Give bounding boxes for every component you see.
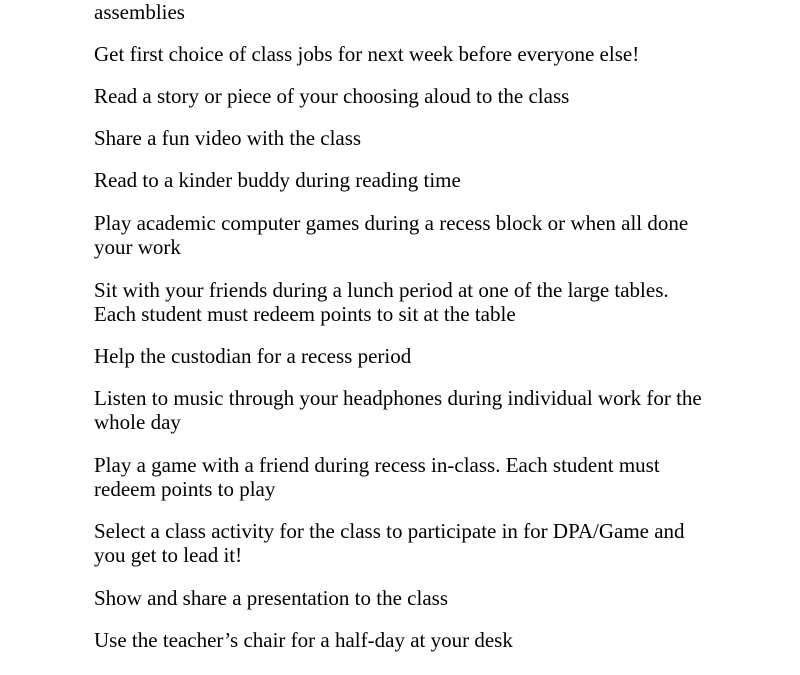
list-item: Show and share a presentation to the class	[94, 586, 448, 610]
list-item: Get first choice of class jobs for next week before everyone else!	[94, 42, 640, 66]
list-item: Read to a kinder buddy during reading time	[94, 168, 461, 192]
list-item: Help the custodian for a recess period	[94, 344, 412, 368]
list-item: Sit with your friends during a lunch period at one of the large tables. Each student must redeem points to sit at the table	[94, 278, 669, 326]
list-item: assemblies	[94, 0, 185, 24]
list-item: Listen to music through your headphones during individual work for the whole day	[94, 386, 702, 434]
list-item: Share a fun video with the class	[94, 126, 362, 150]
list-item: Use the teacher’s chair for a half-day at your desk	[94, 628, 513, 652]
list-item: Play academic computer games during a recess block or when all done your work	[94, 211, 689, 259]
list-item: Play a game with a friend during recess in-class. Each student must redeem points to play	[94, 453, 660, 501]
list-item: Read a story or piece of your choosing aloud to the class	[94, 84, 570, 108]
list-item: Select a class activity for the class to participate in for DPA/Game and you get to lead it!	[94, 519, 685, 567]
